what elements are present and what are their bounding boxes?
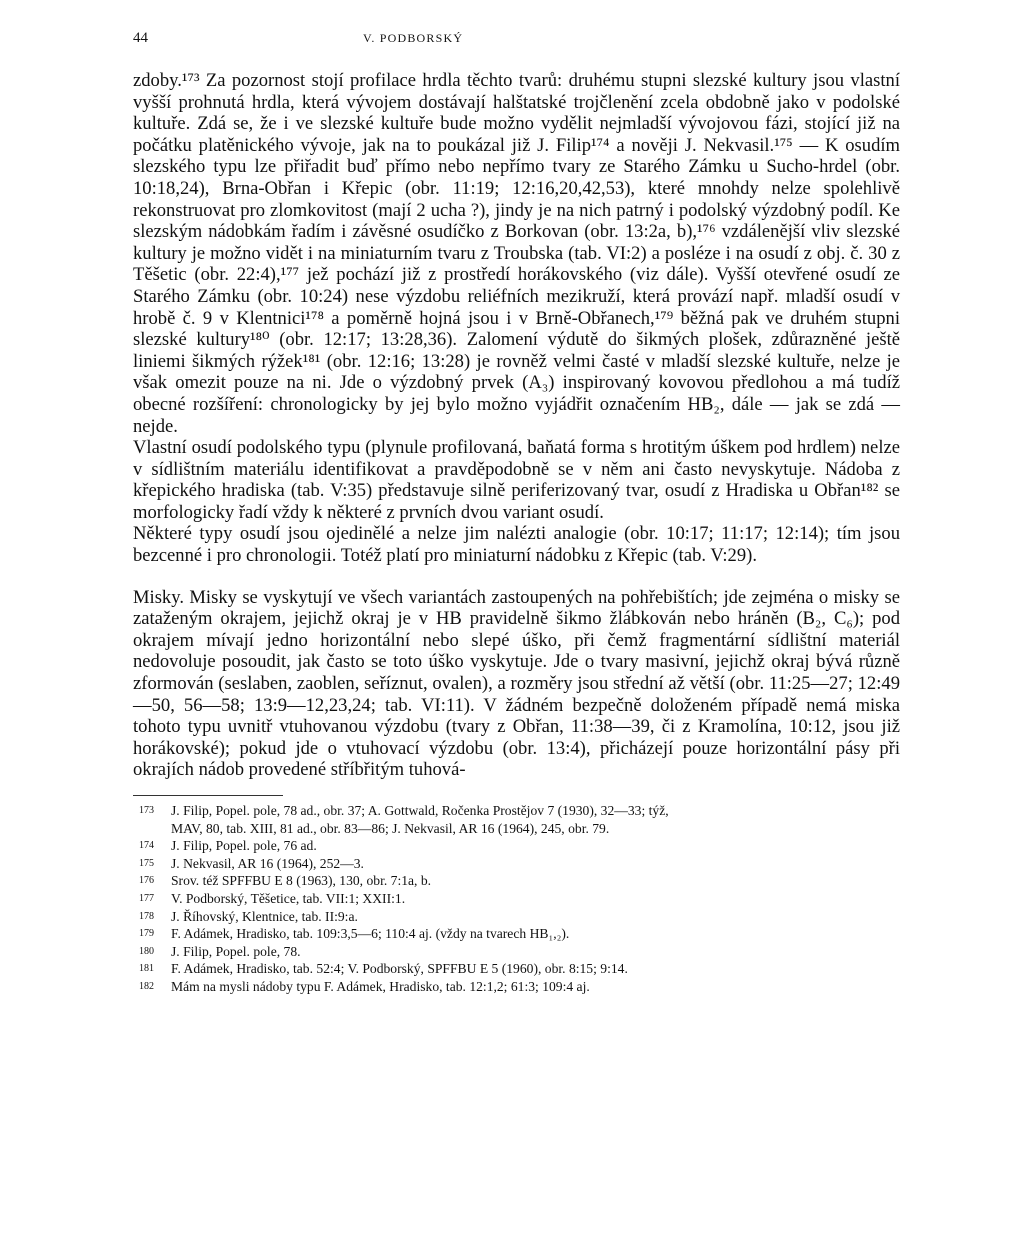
footnote-text: Srov. též SPFFBU E 8 (1963), 130, obr. 7:1a, b.	[171, 873, 432, 889]
footnote	[133, 978, 900, 996]
footnote	[133, 837, 900, 855]
paragraph-3: Některé typy osudí jsou ojedinělé a nelze jim nalézti analogie (obr. 10:17; 11:17; 12:14); tím jsou bezcenné i pro chronologii. Totéž platí pro miniaturní nádobku z Křepic (tab. V:29).	[133, 523, 900, 567]
running-head: V. PODBORSKÝ	[363, 31, 464, 45]
footnote-number: 181	[139, 963, 154, 975]
footnote-text: Mám na mysli nádoby typu F. Adámek, Hradisko, tab. 12:1,2; 61:3; 109:4 aj.	[171, 978, 590, 994]
footnote-number: 182	[139, 980, 154, 992]
page-number: 44	[133, 30, 148, 46]
footnote-number: 176	[139, 875, 154, 887]
paragraph-1: zdoby.¹⁷³ Za pozornost stojí profilace hrdla těchto tvarů: druhému stupni slezské kultury jsou vlastní vyšší prohnutá hrdla, která vývojem dostávají halštatské trojčlenění zcela obdobně jako v podolské kultuře. Zdá se, že i ve slezské kultuře bude možno vydělit nejmladší vývojovou fázi, stojící již na počátku platěnického vývoje, jak na to poukázal již J. Filip¹⁷⁴ a nověji J. Nekvasil.¹⁷⁵ — K osudím slezského typu lze přiřadit buď přímo nebo nepřímo tvary ze Starého Zámku u Sucho-hrdel (obr. 10:18,24), Brna-Obřan i Křepic (obr. 11:19; 12:16,20,42,53), které mnohdy nelze spolehlivě rekonstruovat pro zlomkovitost (mají 2 ucha ?), jindy je na nich patrný i podolský výzdobný podíl. Ke slezským nádobkám řadím i závěsné osudíčko z Borkovan (obr. 13:2a, b),¹⁷⁶ vzdálenější vliv slezské kultury je možno vidět i na miniaturním tvaru z Troubska (tab. VI:2) a posléze i na osudí z obj. č. 30 z Těšetic (obr. 22:4),¹⁷⁷ jež pochází již z prostředí horákovského (viz dále). Vyšší otevřené osudí ze Starého Zámku (obr. 10:24) nese výzdobu reliéfních mezikruží, která provází např. mladší osudí v hrobě č. 9 v Klentnici¹⁷⁸ a poměrně hojná jsou i v Brně-Obřanech,¹⁷⁹ běžná pak ve druhém stupni slezské kultury¹⁸⁰ (obr. 12:17; 13:28,36). Zalomení výdutě do šikmých plošek, zdůrazněné ještě liniemi šikmých rýžek¹⁸¹ (obr. 12:16; 13:28) je rovněž velmi časté v mladší slezské kultuře, nelze je však omezit pouze na ni. Jde o výzdobný prvek (A₃) inspirovaný kovovou předlohou a má tudíž obecné rozšíření: chronologicky by jej bylo možno vyjádřit označením HB₂, dále — jak se zdá — nejde.	[133, 70, 900, 437]
footnote-number: 180	[139, 945, 154, 957]
footnote	[133, 943, 900, 961]
footnote	[133, 925, 900, 943]
footnote-number: 175	[139, 857, 154, 869]
footnote-number	[133, 820, 171, 838]
footnote-number: 173	[139, 805, 154, 816]
body-text	[133, 70, 900, 781]
footnote	[133, 908, 900, 926]
footnote-text: MAV, 80, tab. XIII, 81 ad., obr. 83—86; J. Nekvasil, AR 16 (1964), 245, obr. 79.	[171, 820, 610, 836]
footnotes	[133, 802, 900, 996]
footnote-text: J. Filip, Popel. pole, 78.	[171, 943, 301, 959]
footnote-number: 177	[139, 892, 154, 904]
footnote-text: V. Podborský, Těšetice, tab. VII:1; XXII:1.	[171, 890, 406, 906]
footnote	[133, 872, 900, 890]
footnote	[133, 802, 900, 820]
footnote-text: F. Adámek, Hradisko, tab. 109:3,5—6; 110:4 aj. (vždy na tvarech HB₁,₂).	[171, 926, 570, 942]
footnote	[133, 960, 900, 978]
paragraph-2: Vlastní osudí podolského typu (plynule profilovaná, baňatá forma s hrotitým úškem pod hrdlem) nelze v sídlištním materiálu identifikovat a pravděpodobně se v něm ani často nevyskytuje. Nádoba z křepického hradiska (tab. V:35) představuje silně periferizovaný tvar, osudí z Hradiska u Obřan¹⁸² se morfologicky řadí vždy k některé z prvních dvou variant osudí.	[133, 437, 900, 523]
footnote-number: 174	[139, 840, 154, 852]
footnote-rule	[133, 795, 283, 796]
footnote-text: J. Nekvasil, AR 16 (1964), 252—3.	[171, 855, 364, 871]
footnote	[133, 890, 900, 908]
page-header	[133, 30, 900, 56]
footnote	[133, 855, 900, 873]
footnote-text: F. Adámek, Hradisko, tab. 52:4; V. Podborský, SPFFBU E 5 (1960), obr. 8:15; 9:14.	[171, 961, 628, 977]
footnote-text: J. Říhovský, Klentnice, tab. II:9:a.	[171, 908, 358, 924]
paragraph-misky: Misky. Misky se vyskytují ve všech variantách zastoupených na pohřebištích; jde zejména o misky se zataženým okrajem, jejichž okraj je v HB pravidelně šikmo žlábkován nebo hráněn (B₂, C₆); pod okrajem mívají jedno horizontální nebo slepé úško, při čemž fragmentární sídlištní materiál nedovoluje posoudit, jak často se toto úško vyskytuje. Jde o tvary masivní, jejichž okraj bývá různě zformován (seslaben, zaoblen, seříznut, ovalen), a rozměry jsou střední až větší (obr. 11:25—27; 12:49—50, 56—58; 13:9—12,23,24; tab. VI:11). V žádném bezpečně doloženém případě nemá miska tohoto typu uvnitř vtuhovanou výzdobu (tvary z Obřan, 11:38—39, či z Kramolína, 10:12, jsou již horákovské); pokud jde o vtuhovací výzdobu (obr. 13:4), přicházejí pouze horizontální pásy při okrajích nádob provedené stříbřitým tuhová-	[133, 586, 900, 781]
footnote-text: J. Filip, Popel. pole, 78 ad., obr. 37; A. Gottwald, Ročenka Prostějov 7 (1930), 32—33; týž,	[171, 803, 669, 818]
footnote-text: J. Filip, Popel. pole, 76 ad.	[171, 838, 317, 854]
footnote-number: 178	[139, 910, 154, 922]
footnote	[133, 820, 900, 838]
footnote-number: 179	[139, 928, 154, 940]
